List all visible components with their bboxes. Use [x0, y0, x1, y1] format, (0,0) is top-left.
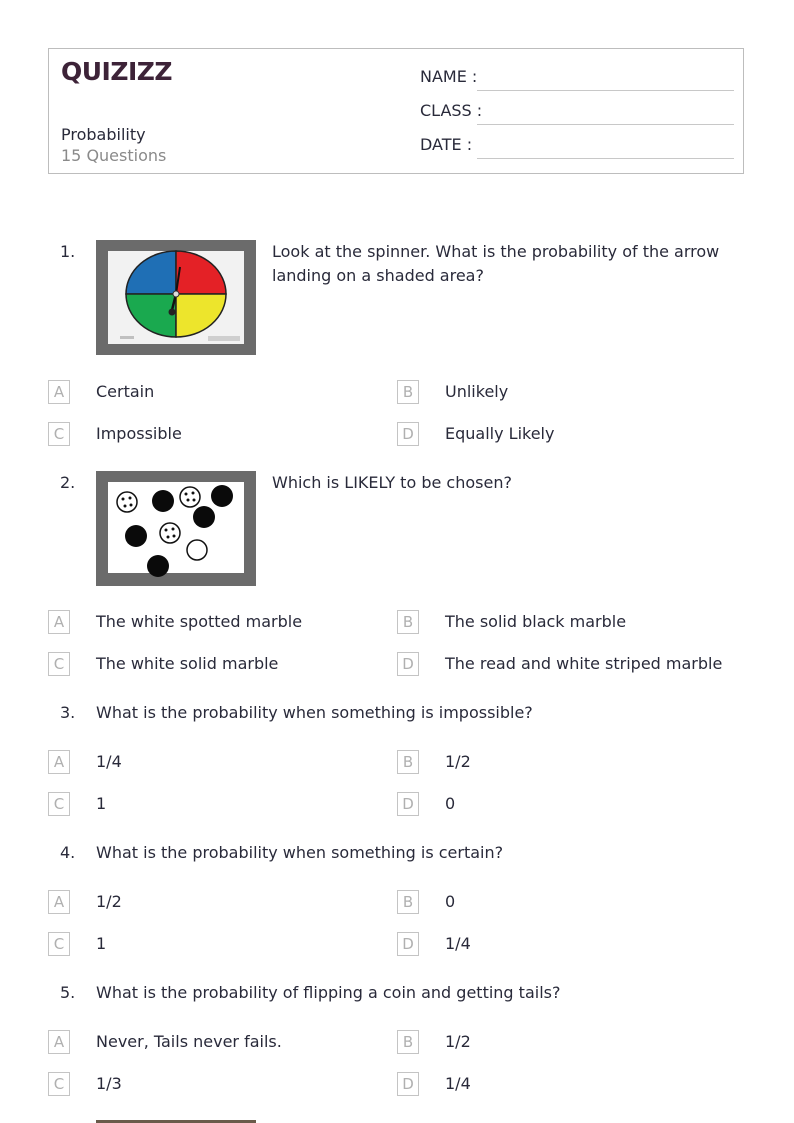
option-letter[interactable]: A	[48, 610, 70, 634]
option-text[interactable]: 1	[96, 934, 107, 953]
question-text: What is the probability of flipping a coin and getting tails?	[96, 983, 561, 1002]
option-text[interactable]: 1/2	[445, 752, 471, 771]
question-number: 1.	[60, 242, 76, 261]
class-label: CLASS :	[420, 101, 483, 120]
worksheet-title: Probability	[61, 125, 146, 144]
option-letter[interactable]: C	[48, 652, 70, 676]
option-letter[interactable]: D	[397, 792, 419, 816]
option-letter[interactable]: A	[48, 890, 70, 914]
option-text[interactable]: Certain	[96, 382, 155, 401]
question-text: What is the probability when something is certain?	[96, 843, 504, 862]
date-field[interactable]	[420, 135, 734, 159]
question-number: 4.	[60, 843, 76, 862]
option-letter[interactable]: A	[48, 1030, 70, 1054]
option-letter[interactable]: C	[48, 792, 70, 816]
option-letter[interactable]: A	[48, 750, 70, 774]
name-line[interactable]	[477, 90, 734, 91]
question-number: 3.	[60, 703, 76, 722]
question-number: 5.	[60, 983, 76, 1002]
class-field[interactable]	[420, 101, 734, 125]
worksheet-header	[48, 48, 744, 174]
option-text[interactable]: 1/3	[96, 1074, 122, 1093]
option-text[interactable]: 0	[445, 892, 456, 911]
marbles-image	[96, 471, 256, 586]
option-letter[interactable]: B	[397, 890, 419, 914]
name-field[interactable]	[420, 67, 734, 91]
option-text[interactable]: Never, Tails never fails.	[96, 1032, 282, 1051]
option-letter[interactable]: D	[397, 1072, 419, 1096]
option-letter[interactable]: B	[397, 380, 419, 404]
option-text[interactable]: Unlikely	[445, 382, 509, 401]
marbles-drawing	[96, 471, 256, 585]
option-text[interactable]: 1/2	[445, 1032, 471, 1051]
option-letter[interactable]: A	[48, 380, 70, 404]
quizizz-logo: QUIZIZZ	[61, 57, 173, 86]
option-text[interactable]: The white solid marble	[96, 654, 279, 673]
option-letter[interactable]: D	[397, 652, 419, 676]
option-letter[interactable]: D	[397, 932, 419, 956]
class-line[interactable]	[477, 124, 734, 125]
question-count: 15 Questions	[61, 146, 167, 165]
option-text[interactable]: 1/4	[445, 934, 471, 953]
option-letter[interactable]: C	[48, 422, 70, 446]
date-label: DATE :	[420, 135, 473, 154]
question-number: 2.	[60, 473, 76, 492]
option-letter[interactable]: C	[48, 932, 70, 956]
question-text: What is the probability when something is impossible?	[96, 703, 533, 722]
option-text[interactable]: 1/4	[96, 752, 122, 771]
name-label: NAME :	[420, 67, 478, 86]
option-text[interactable]: 1/4	[445, 1074, 471, 1093]
option-text[interactable]: 0	[445, 794, 456, 813]
question-text: Look at the spinner. What is the probability of the arrow landing on a shaded area?	[272, 242, 720, 285]
option-letter[interactable]: C	[48, 1072, 70, 1096]
question-text: Which is LIKELY to be chosen?	[272, 473, 512, 492]
option-letter[interactable]: B	[397, 610, 419, 634]
option-text[interactable]: Equally Likely	[445, 424, 555, 443]
spinner-drawing	[96, 240, 256, 355]
option-letter[interactable]: B	[397, 1030, 419, 1054]
option-text[interactable]: Impossible	[96, 424, 182, 443]
spinner-image	[96, 240, 256, 355]
date-line[interactable]	[477, 158, 734, 159]
option-text[interactable]: The white spotted marble	[96, 612, 303, 631]
option-text[interactable]: The read and white striped marble	[445, 654, 723, 673]
option-text[interactable]: The solid black marble	[445, 612, 627, 631]
option-text[interactable]: 1/2	[96, 892, 122, 911]
option-letter[interactable]: B	[397, 750, 419, 774]
option-text[interactable]: 1	[96, 794, 107, 813]
option-letter[interactable]: D	[397, 422, 419, 446]
